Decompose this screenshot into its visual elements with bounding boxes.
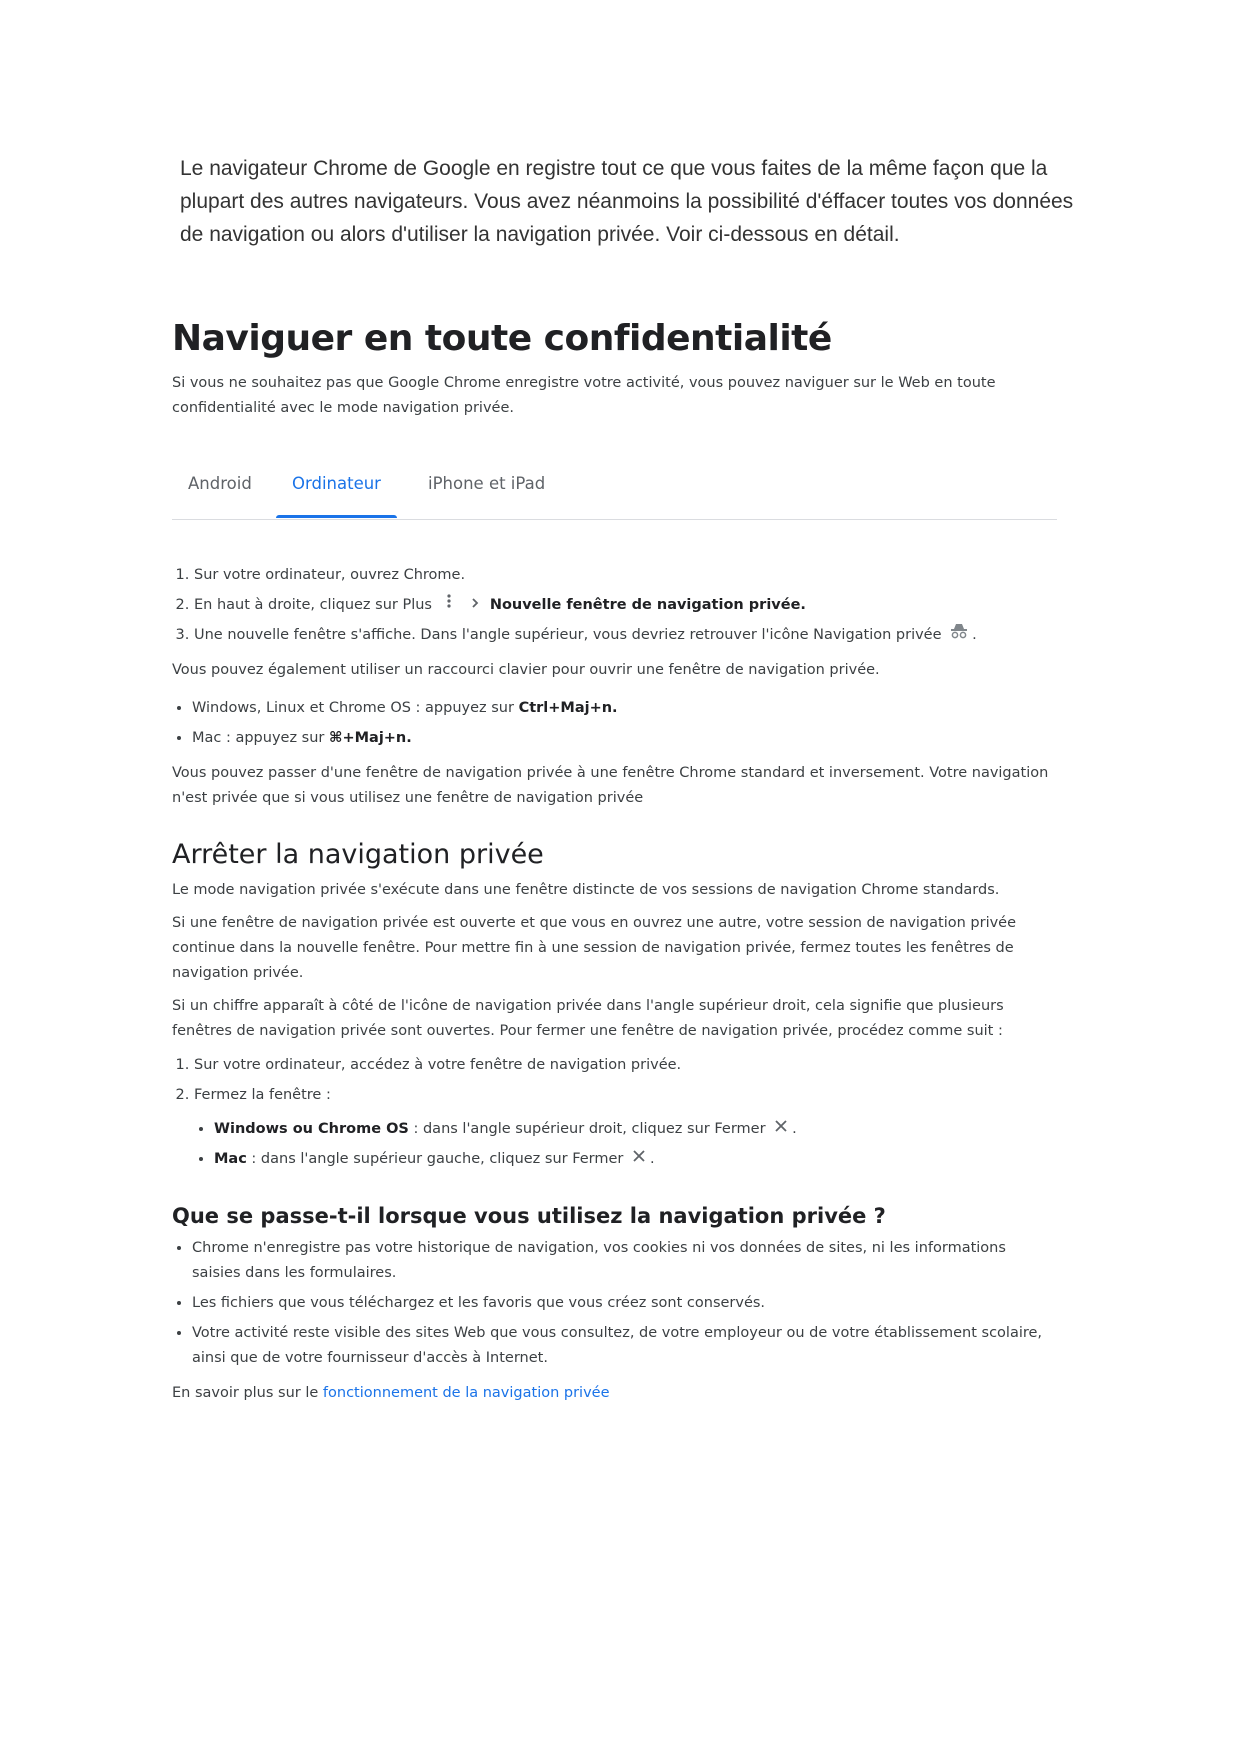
intro-paragraph: Le navigateur Chrome de Google en registre tout ce que vous faites de la même façon que la plupart des autres navigateurs. Vous avez néanmoins la possibilité d'éffacer toutes vos données de navigation ou alors d'utiliser la navigation privée. Voir ci-dessous en détail.: [180, 157, 1074, 246]
list-item: [194, 1050, 1057, 1080]
list-item: • Chrome n'enregistre pas votre historique de navigation, vos cookies ni vos données de sites, ni les informations saisies dans les formulaires.: [192, 1236, 1057, 1286]
learn-more-link[interactable]: fonctionnement de la navigation privée: [322, 1385, 610, 1401]
chevron-right-icon: [469, 590, 481, 620]
list-item: [192, 723, 1057, 753]
step-end: .: [650, 1151, 655, 1167]
shortcut-text: Mac : appuyez sur: [192, 730, 329, 746]
list-item: [194, 560, 1057, 590]
list-item: • Votre activité reste visible des sites Web que vous consultez, de votre employeur ou de votre établissement scolaire, ainsi que de votre fournisseur d'accès à Internet.: [192, 1321, 1057, 1371]
incognito-icon: [950, 620, 968, 650]
list-item: • Les fichiers que vous téléchargez et les favoris que vous créez sont conservés.: [192, 1291, 1057, 1316]
platform-label: Windows ou Chrome OS: [214, 1121, 409, 1137]
close-icon: [632, 1144, 646, 1174]
shortcut-intro: Vous pouvez également utiliser un raccourci clavier pour ouvrir une fenêtre de navigation privée.: [172, 662, 880, 678]
article-title: Naviguer en toute confidentialité: [172, 318, 832, 359]
tab-iphone-ipad[interactable]: iPhone et iPad: [428, 474, 546, 493]
shortcut-keys: Ctrl+Maj+n.: [518, 700, 618, 716]
section-title-stop: Arrêter la navigation privée: [172, 839, 544, 870]
more-vert-icon: [441, 590, 457, 620]
list-item: [194, 620, 1057, 650]
step-text: Sur votre ordinateur, ouvrez Chrome.: [194, 567, 466, 583]
shortcut-list: [172, 693, 1057, 753]
stop-paragraph-2: Si une fenêtre de navigation privée est ouverte et que vous en ouvrez une autre, votre session de navigation privée continue dans la nouvelle fenêtre. Pour mettre fin à une session de navigation privée, fermez toutes les fenêtres de navigation privée.: [172, 915, 1017, 981]
close-substeps: [194, 1114, 1057, 1174]
switch-note: Vous pouvez passer d'une fenêtre de navigation privée à une fenêtre Chrome standard et inversement. Votre navigation n'est privée que si vous utilisez une fenêtre de navigation privée: [172, 765, 1049, 806]
list-item: [192, 693, 1057, 723]
shortcut-text: Windows, Linux et Chrome OS : appuyez sur: [192, 700, 519, 716]
step-text: Une nouvelle fenêtre s'affiche. Dans l'angle supérieur, vous devriez retrouver l'icône Navigation privée: [194, 627, 942, 643]
close-steps-list: [172, 1050, 1057, 1174]
learn-more-prefix: En savoir plus sur le: [172, 1385, 323, 1401]
close-icon: [774, 1114, 788, 1144]
step-text: En haut à droite, cliquez sur Plus: [194, 597, 432, 613]
platform-tabs: [172, 461, 1057, 520]
step-text: : dans l'angle supérieur gauche, cliquez sur Fermer: [246, 1151, 624, 1167]
tab-android[interactable]: Android: [188, 474, 252, 493]
platform-label: Mac: [214, 1151, 247, 1167]
list-item: [214, 1114, 1057, 1144]
list-item: [194, 1080, 1057, 1174]
learn-more: [172, 1381, 1057, 1406]
menu-path-label: Nouvelle fenêtre de navigation privée.: [489, 597, 806, 613]
step-end: .: [792, 1121, 797, 1137]
step-text: Sur votre ordinateur, accédez à votre fenêtre de navigation privée.: [194, 1057, 682, 1073]
help-article: [172, 318, 1057, 1406]
list-item: [194, 590, 1057, 620]
what-list: [172, 1236, 1057, 1371]
article-lead: Si vous ne souhaitez pas que Google Chrome enregistre votre activité, vous pouvez naviguer sur le Web en toute confidentialité avec le mode navigation privée.: [172, 375, 996, 416]
open-steps-list: [172, 560, 1057, 650]
section-title-what: Que se passe-t-il lorsque vous utilisez la navigation privée ?: [172, 1204, 886, 1228]
stop-paragraph-1: Le mode navigation privée s'exécute dans une fenêtre distincte de vos sessions de navigation Chrome standards.: [172, 882, 1000, 898]
step-text: : dans l'angle supérieur droit, cliquez sur Fermer: [408, 1121, 766, 1137]
stop-paragraph-3: Si un chiffre apparaît à côté de l'icône de navigation privée dans l'angle supérieur droit, cela signifie que plusieurs fenêtres de navigation privée sont ouvertes. Pour fermer une fenêtre de navigation privée, procédez comme suit :: [172, 998, 1004, 1039]
list-item: [214, 1144, 1057, 1174]
tab-ordinateur[interactable]: Ordinateur: [276, 471, 397, 517]
shortcut-keys: ⌘+Maj+n.: [329, 730, 412, 746]
step-text: Fermez la fenêtre :: [194, 1087, 331, 1103]
step-end: .: [972, 627, 977, 643]
